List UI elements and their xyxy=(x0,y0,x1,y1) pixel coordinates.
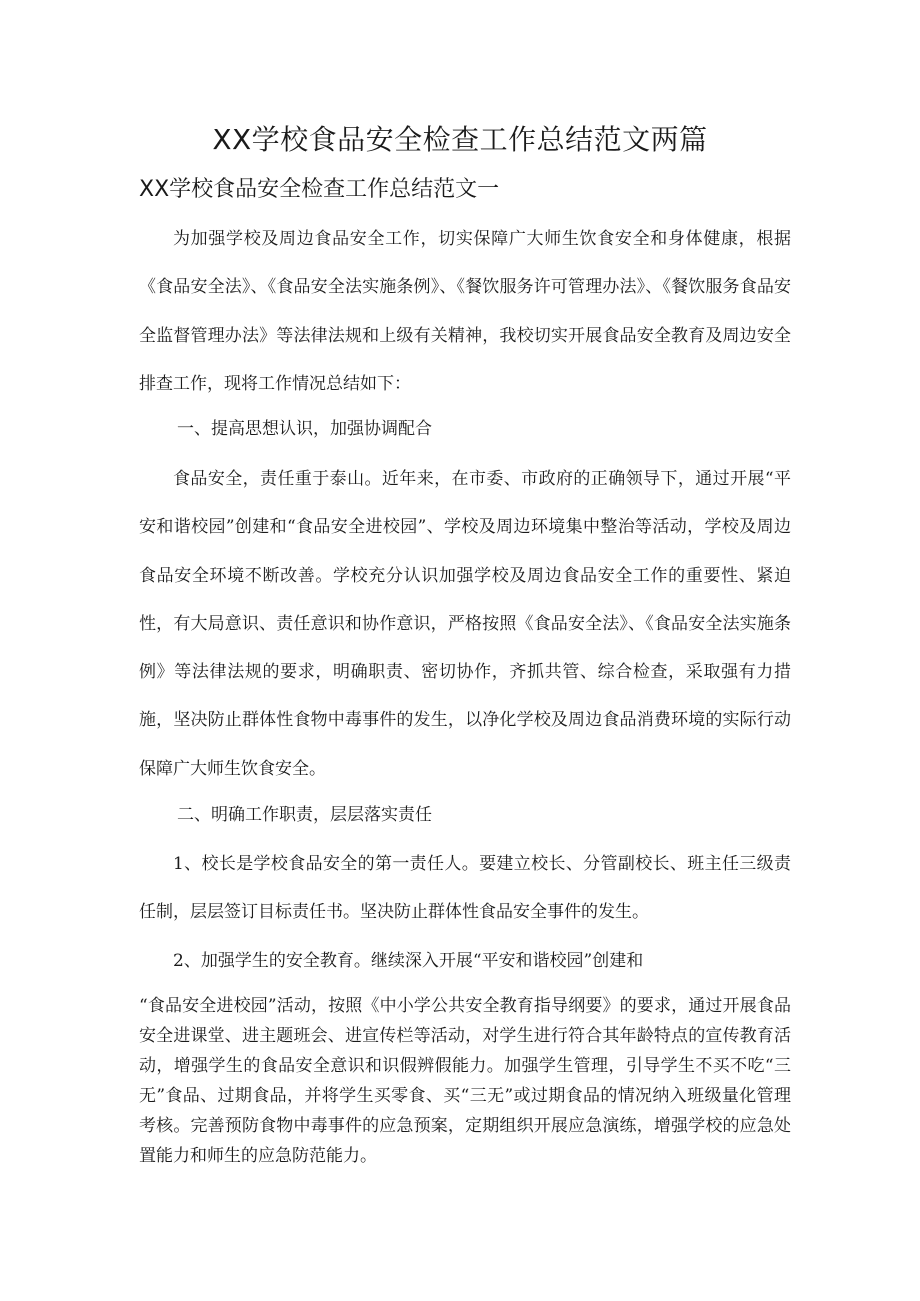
intro-block xyxy=(139,215,791,408)
section-1-block xyxy=(139,455,791,793)
item-2-paragraph: 2、加强学生的安全教育。继续深入开展“平安和谐校园”创建和 xyxy=(173,951,644,971)
intro-paragraph: 为加强学校及周边食品安全工作，切实保障广大师生饮食安全和身体健康，根据《食品安全法》、《食品安全法实施条例》、《餐饮服务许可管理办法》、《餐饮服务食品安全监督管理办法》等法律法规和上级有关精神，我校切实开展食品安全教育及周边安全排查工作，现将工作情况总结如下： xyxy=(139,229,791,394)
item-1-paragraph: 1、校长是学校食品安全的第一责任人。要建立校长、分管副校长、班主任三级责任制，层层签订目标责任书。坚决防止群体性食品安全事件的发生。 xyxy=(139,854,791,923)
document-title: XX学校食品安全检查工作总结范文两篇 xyxy=(212,123,708,156)
item-2-continuation-block xyxy=(139,991,791,1171)
document-subtitle: XX学校食品安全检查工作总结范文一 xyxy=(139,177,500,202)
section-heading-2: 二、明确工作职责，层层落实责任 xyxy=(177,805,432,825)
section-1-paragraph: 食品安全，责任重于泰山。近年来，在市委、市政府的正确领导下，通过开展“平安和谐校园”创建和“食品安全进校园”、学校及周边环境集中整治等活动，学校及周边食品安全环境不断改善。学校充分认识加强学校及周边食品安全工作的重要性、紧迫性，有大局意识、责任意识和协作意识，严格按照《食品安全法》、《食品安全法实施条例》等法律法规的要求，明确职责、密切协作，齐抓共管、综合检查，采取强有力措施，坚决防止群体性食物中毒事件的发生，以净化学校及周边食品消费环境的实际行动保障广大师生饮食安全。 xyxy=(139,469,791,779)
item-1-block xyxy=(139,840,791,937)
item-2-continuation-paragraph: “食品安全进校园”活动，按照《中小学公共安全教育指导纲要》的要求，通过开展食品安全进课堂、进主题班会、进宣传栏等活动，对学生进行符合其年龄特点的宣传教育活动，增强学生的食品安全意识和识假辨假能力。加强学生管理，引导学生不买不吃“三无”食品、过期食品，并将学生买零食、买“三无”或过期食品的情况纳入班级量化管理考核。完善预防食物中毒事件的应急预案，定期组织开展应急演练，增强学校的应急处置能力和师生的应急防范能力。 xyxy=(139,996,791,1166)
item-2-block xyxy=(139,937,791,985)
section-heading-1: 一、提高思想认识，加强协调配合 xyxy=(177,419,432,439)
